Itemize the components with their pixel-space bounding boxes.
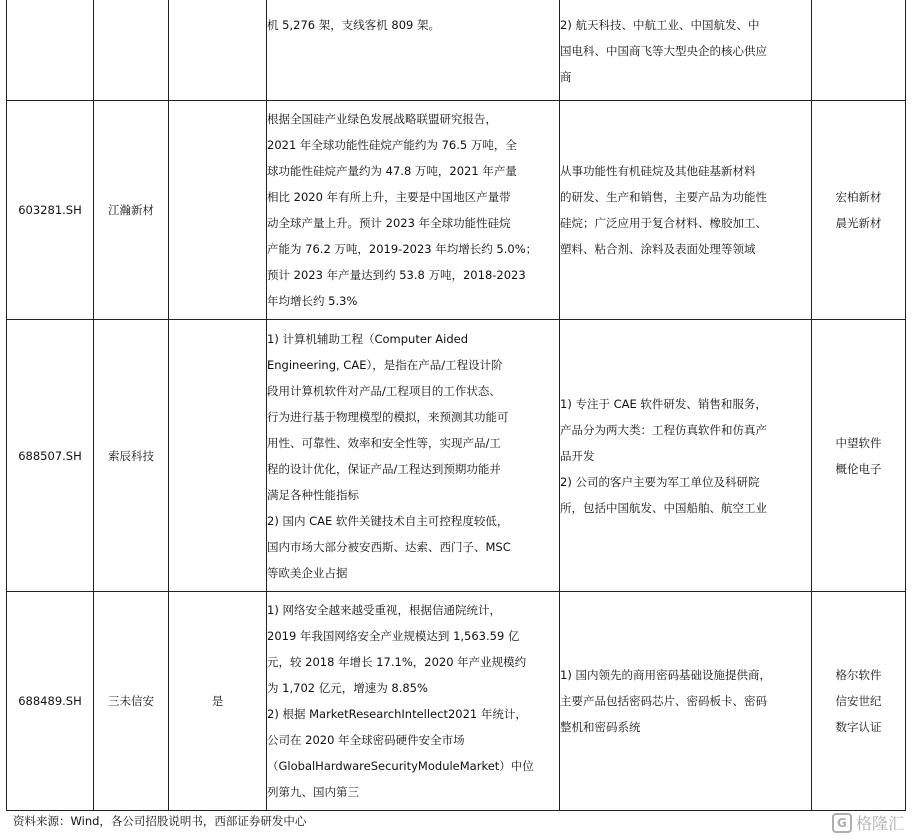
desc-line: 预计 2023 年产量达到约 53.8 万吨，2018-2023: [267, 268, 526, 282]
biz-line: 的研发、生产和销售，主要产品为功能性: [560, 190, 767, 204]
ipo-comparison-table: [6, 0, 906, 811]
peer-company: 信安世纪: [835, 694, 882, 708]
company-name-cell: 三未信安: [94, 592, 169, 811]
stock-code-cell: 603281.SH: [7, 101, 94, 320]
biz-line: 产品分为两大类：工程仿真软件和仿真产: [560, 422, 767, 437]
company-name-cell: [94, 0, 169, 101]
desc-line: 行为进行基于物理模型的模拟，来预测其功能可: [267, 409, 509, 424]
desc-line: 1) 网络安全越来越受重视，根据信通院统计，: [267, 603, 501, 617]
biz-line: 所，包括中国航发、中国船舶、航空工业: [560, 500, 767, 515]
biz-line: 主要产品包括密码芯片、密码板卡、密码: [560, 694, 767, 708]
desc-line: 为 1,702 亿元，增速为 8.85%: [267, 681, 428, 695]
biz-line: 品开发: [560, 448, 595, 463]
table-row: [7, 101, 906, 320]
desc-line: 列第九、国内第三: [267, 785, 359, 799]
watermark: [832, 811, 904, 834]
business-description-cell: [560, 101, 812, 320]
industry-description-cell: [267, 592, 560, 811]
flag-cell: [169, 101, 267, 320]
desc-line: 年均增长约 5.3%: [267, 294, 358, 308]
source-footnote: 资料来源：Wind，各公司招股说明书，西部证券研发中心: [13, 814, 307, 828]
business-description-cell: [560, 592, 812, 811]
industry-description-cell: [267, 0, 560, 101]
desc-line: 等欧美企业占据: [267, 565, 348, 580]
comparable-companies-cell: [812, 0, 906, 101]
biz-line: 从事功能性有机硅烷及其他硅基新材料: [560, 164, 756, 178]
biz-line: 塑料、粘合剂、涂料及表面处理等领域: [560, 242, 756, 256]
peer-company: 晨光新材: [835, 216, 882, 230]
industry-description-cell: [267, 101, 560, 320]
desc-line: 段用计算机软件对产品/工程项目的工作状态、: [267, 383, 501, 398]
peer-company: 宏柏新材: [835, 190, 882, 204]
biz-line: 1) 国内领先的商用密码基础设施提供商，: [560, 668, 771, 682]
desc-line: 2021 年全球功能性硅烷产能约为 76.5 万吨，全: [267, 138, 517, 152]
watermark-text: 格隆汇: [855, 814, 904, 833]
desc-line: 球功能性硅烷产量约为 47.8 万吨，2021 年产量: [267, 164, 517, 178]
stock-code-cell: 688507.SH: [7, 320, 94, 592]
desc-line: 产能为 76.2 万吨，2019-2023 年均增长约 5.0%；: [267, 242, 538, 256]
flag-cell: [169, 320, 267, 592]
comparable-companies-cell: [812, 101, 906, 320]
biz-line: 2) 公司的客户主要为军工单位及科研院: [560, 474, 760, 489]
desc-line: （GlobalHardwareSecurityModuleMarket）中位: [267, 759, 534, 773]
flag-cell: 是: [169, 592, 267, 811]
peer-company: 数字认证: [835, 720, 882, 734]
desc-line: 公司在 2020 年全球密码硬件安全市场: [267, 733, 465, 747]
flag-cell: [169, 0, 267, 101]
desc-line: 2) 国内 CAE 软件关键技术自主可控程度较低，: [267, 513, 509, 528]
desc-line: 元，较 2018 年增长 17.1%，2020 年产业规模约: [267, 655, 527, 669]
biz-line: 商: [560, 70, 572, 84]
biz-line: 硅烷；广泛应用于复合材料、橡胶加工、: [560, 216, 767, 230]
comparable-companies-cell: [812, 320, 906, 592]
peer-company: 中望软件: [835, 435, 882, 450]
desc-line: 2) 根据 MarketResearchIntellect2021 年统计，: [267, 707, 527, 721]
desc-line: 根据全国硅产业绿色发展战略联盟研究报告，: [267, 112, 497, 126]
stock-code-cell: 688489.SH: [7, 592, 94, 811]
business-description-cell: [560, 320, 812, 592]
company-name-cell: 江瀚新材: [94, 101, 169, 320]
biz-line: 1) 专注于 CAE 软件研发、销售和服务，: [560, 396, 767, 411]
desc-line: Engineering, CAE），是指在产品/工程设计阶: [267, 357, 503, 372]
desc-line: 2019 年我国网络安全产业规模达到 1,563.59 亿: [267, 629, 520, 643]
gelonghui-logo-icon: G: [832, 813, 852, 833]
comparable-companies-cell: [812, 592, 906, 811]
table-row: [7, 320, 906, 592]
desc-line: 1) 计算机辅助工程（Computer Aided: [267, 331, 469, 346]
biz-line: 2) 航天科技、中航工业、中国航发、中: [560, 18, 760, 32]
industry-description-cell: [267, 320, 560, 592]
table-row: [7, 592, 906, 811]
biz-line: 国电科、中国商飞等大型央企的核心供应: [560, 44, 767, 58]
company-name-cell: 索辰科技: [94, 320, 169, 592]
desc-line: 国内市场大部分被安西斯、达索、西门子、MSC: [267, 539, 511, 554]
desc-line: 动全球产量上升。预计 2023 年全球功能性硅烷: [267, 216, 511, 230]
table-row: [7, 0, 906, 101]
peer-company: 概伦电子: [835, 461, 882, 476]
desc-line: 满足各种性能指标: [267, 487, 359, 502]
desc-line: 相比 2020 年有所上升，主要是中国地区产量带: [267, 190, 511, 204]
business-description-cell: [560, 0, 812, 101]
desc-line: 程的设计优化，保证产品/工程达到预期功能并: [267, 461, 501, 476]
biz-line: 整机和密码系统: [560, 720, 641, 734]
desc-line: 用性、可靠性、效率和安全性等，实现产品/工: [267, 435, 501, 450]
peer-company: 格尔软件: [835, 668, 882, 682]
desc-line: 机 5,276 架，支线客机 809 架。: [267, 18, 440, 32]
stock-code-cell: [7, 0, 94, 101]
